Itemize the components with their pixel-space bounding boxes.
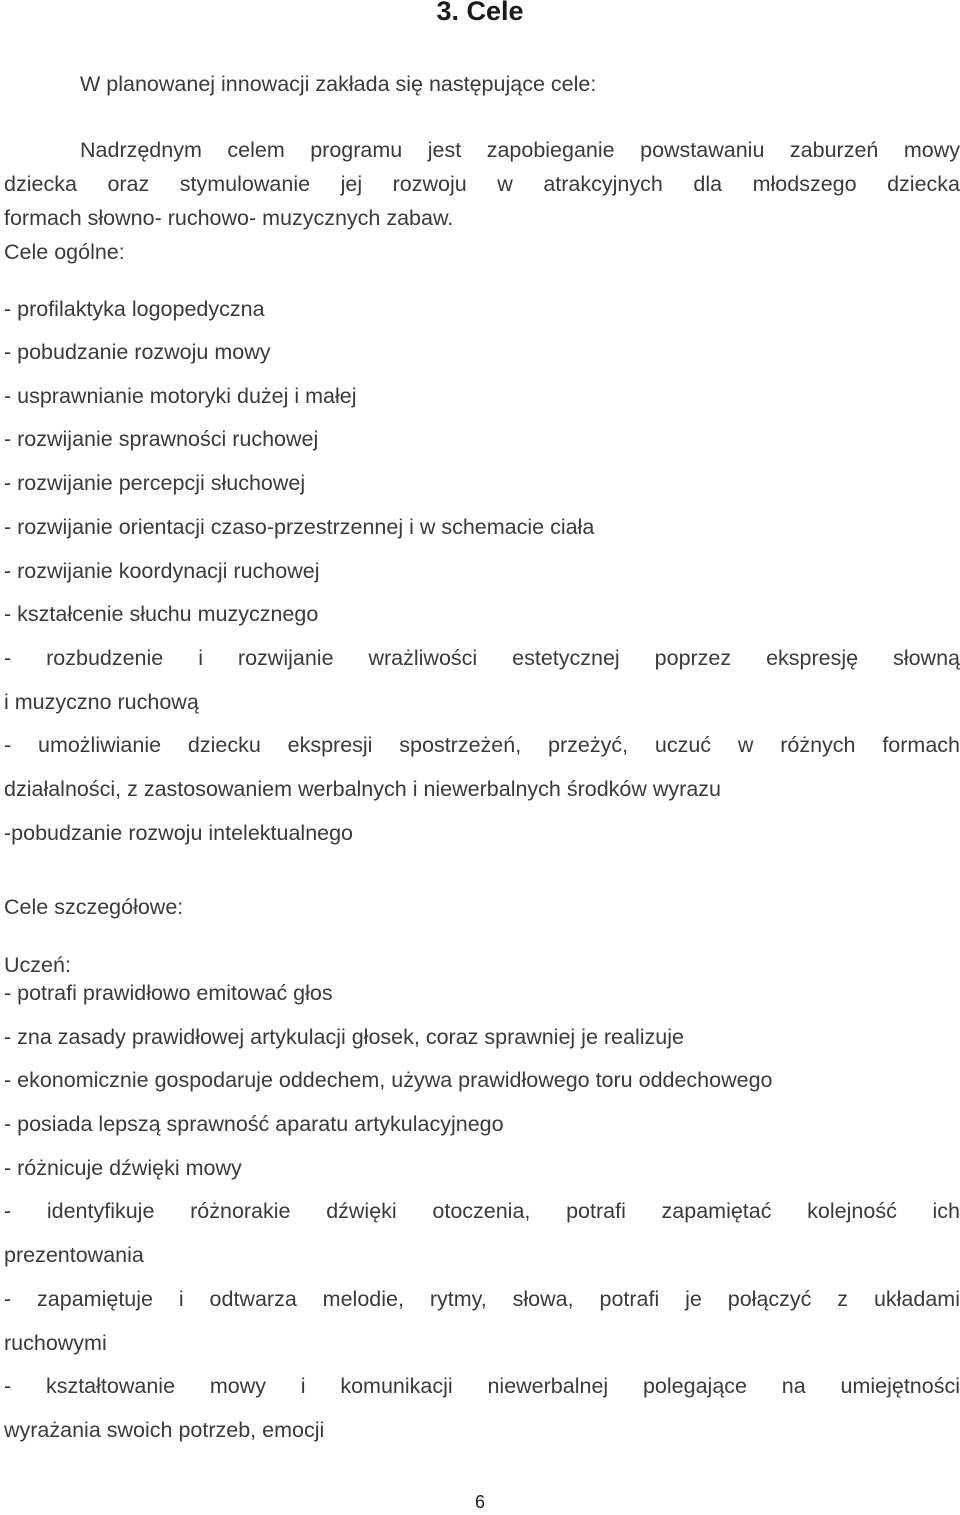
detailed-goal-item: - identyfikuje różnorakie dźwięki otoczenia, potrafi zapamiętać kolejność ich xyxy=(4,1199,960,1223)
general-goal-item: - kształcenie słuchu muzycznego xyxy=(4,602,319,626)
general-goal-item: działalności, z zastosowaniem werbalnych i niewerbalnych środków wyrazu xyxy=(4,777,721,801)
general-goal-item: - rozwijanie orientacji czaso-przestrzennej i w schemacie ciała xyxy=(4,515,595,539)
detailed-goal-item: - zna zasady prawidłowej artykulacji głosek, coraz sprawniej je realizuje xyxy=(4,1025,684,1049)
general-goal-item: - pobudzanie rozwoju mowy xyxy=(4,340,271,364)
detailed-goal-item: - zapamiętuje i odtwarza melodie, rytmy, słowa, potrafi je połączyć z układami xyxy=(4,1287,960,1311)
detailed-goal-item: prezentowania xyxy=(4,1243,144,1267)
general-goal-item: - rozwijanie sprawności ruchowej xyxy=(4,427,319,451)
general-goal-item: - profilaktyka logopedyczna xyxy=(4,297,265,321)
detailed-goal-item: - ekonomicznie gospodaruje oddechem, używa prawidłowego toru oddechowego xyxy=(4,1068,773,1092)
student-label: Uczeń: xyxy=(4,953,71,977)
page-number: 6 xyxy=(474,1492,485,1512)
general-goal-item: -pobudzanie rozwoju intelektualnego xyxy=(4,821,354,845)
general-goal-item: - rozbudzenie i rozwijanie wrażliwości estetycznej poprzez ekspresję słowną xyxy=(4,646,960,670)
detailed-goals-heading: Cele szczegółowe: xyxy=(4,895,184,919)
general-goal-item: i muzyczno ruchową xyxy=(4,690,199,714)
detailed-goal-item: - różnicuje dźwięki mowy xyxy=(4,1156,242,1180)
main-goal-line: Nadrzędnym celem programu jest zapobieganie powstawaniu zaburzeń mowy xyxy=(80,138,960,162)
detailed-goal-item: ruchowymi xyxy=(4,1331,107,1355)
detailed-goal-item: - kształtowanie mowy i komunikacji niewerbalnej polegające na umiejętności xyxy=(4,1374,960,1398)
intro-text: W planowanej innowacji zakłada się następujące cele: xyxy=(80,72,597,96)
main-goal-line: formach słowno- ruchowo- muzycznych zabaw. xyxy=(4,206,454,230)
general-goals-heading: Cele ogólne: xyxy=(4,240,125,264)
detailed-goal-item: - posiada lepszą sprawność aparatu artykulacyjnego xyxy=(4,1112,504,1136)
detailed-goal-item: - potrafi prawidłowo emitować głos xyxy=(4,981,333,1005)
general-goal-item: - usprawnianie motoryki dużej i małej xyxy=(4,384,357,408)
detailed-goal-item: wyrażania swoich potrzeb, emocji xyxy=(4,1418,325,1442)
section-heading: 3. Cele xyxy=(436,0,524,26)
general-goal-item: - umożliwianie dziecku ekspresji spostrzeżeń, przeżyć, uczuć w różnych formach xyxy=(4,733,960,757)
general-goal-item: - rozwijanie koordynacji ruchowej xyxy=(4,559,320,583)
general-goal-item: - rozwijanie percepcji słuchowej xyxy=(4,471,306,495)
main-goal-line: dziecka oraz stymulowanie jej rozwoju w atrakcyjnych dla młodszego dziecka xyxy=(4,172,960,196)
